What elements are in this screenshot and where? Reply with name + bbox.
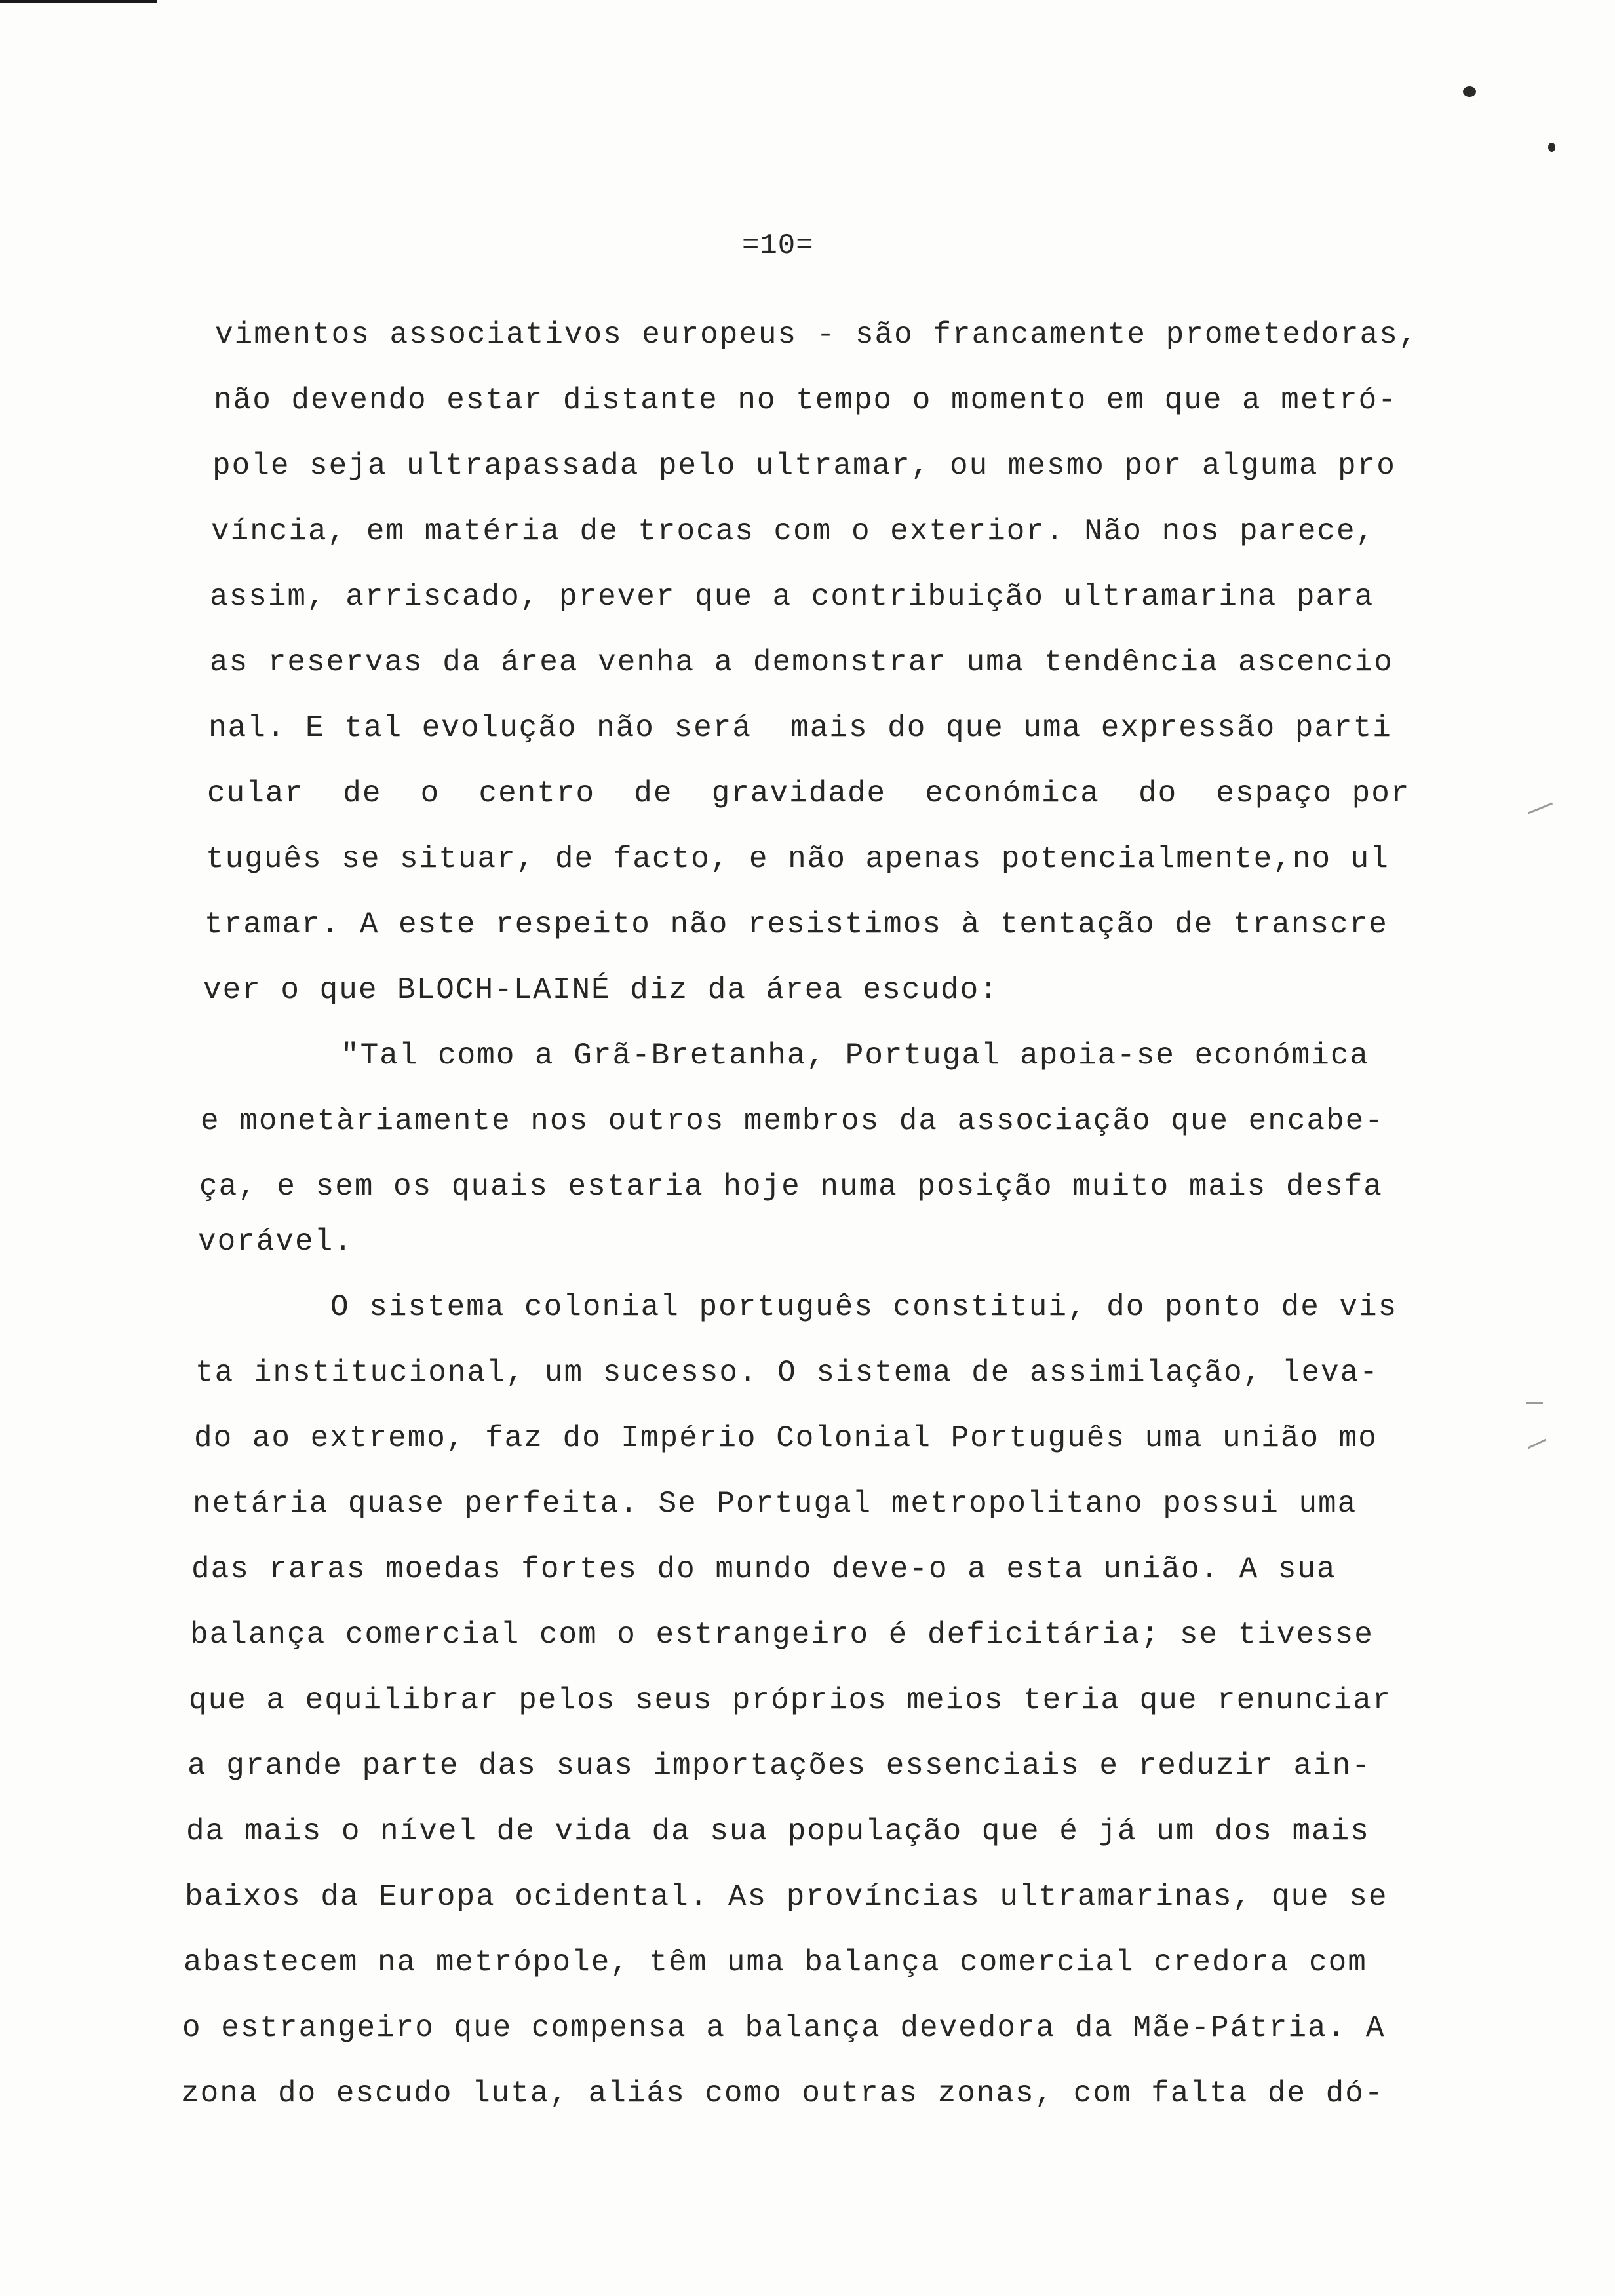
text-line: ta institucional, um sucesso. O sistema de assimilação, leva-	[195, 1356, 1379, 1390]
text-line: do ao extremo, faz do Império Colonial Português uma união mo	[194, 1421, 1378, 1455]
quote-line: ça, e sem os quais estaria hoje numa posição muito mais desfa	[199, 1170, 1383, 1204]
page-number: =10=	[742, 229, 814, 262]
text-line: tramar. A este respeito não resistimos à tentação de transcre	[204, 908, 1388, 942]
text-line: que a equilibrar pelos seus próprios meios teria que renunciar	[189, 1683, 1392, 1717]
text-line: zona do escudo luta, aliás como outras zonas, com falta de dó-	[181, 2076, 1384, 2111]
text-line: assim, arriscado, prever que a contribuição ultramarina para	[210, 580, 1374, 614]
margin-speck	[1526, 1402, 1543, 1404]
text-line: não devendo estar distante no tempo o momento em que a metró-	[214, 383, 1397, 417]
text-line: O sistema colonial português constitui, do ponto de vis	[330, 1290, 1398, 1324]
text-line: o estrangeiro que compensa a balança devedora da Mãe-Pátria. A	[182, 2011, 1386, 2045]
text-line: a grande parte das suas importações essenciais e reduzir ain-	[187, 1749, 1371, 1783]
text-line: vimentos associativos europeus - são francamente prometedoras,	[215, 318, 1418, 352]
text-line: balança comercial com o estrangeiro é deficitária; se tivesse	[190, 1618, 1374, 1652]
margin-speck	[1528, 1439, 1546, 1449]
text-line: baixos da Europa ocidental. As províncias ultramarinas, que se	[185, 1880, 1388, 1914]
text-line: cular de o centro de gravidade económica do espaço por	[207, 776, 1411, 811]
text-line: da mais o nível de vida da sua população que é já um dos mais	[186, 1814, 1370, 1848]
text-line: tuguês se situar, de facto, e não apenas potencialmente,no ul	[206, 842, 1390, 876]
text-line: nal. E tal evolução não será mais do que uma expressão parti	[208, 711, 1392, 745]
quote-line: vorável.	[198, 1225, 353, 1259]
text-line: as reservas da área venha a demonstrar uma tendência ascencio	[210, 645, 1393, 679]
text-line: netária quase perfeita. Se Portugal metropolitano possui uma	[193, 1487, 1357, 1521]
text-line: das raras moedas fortes do mundo deve-o a esta união. A sua	[191, 1552, 1336, 1586]
ink-dot	[1548, 143, 1555, 152]
text-line: pole seja ultrapassada pelo ultramar, ou mesmo por alguma pro	[212, 449, 1396, 483]
scan-edge-mark	[0, 0, 157, 3]
ink-dot	[1463, 86, 1476, 97]
quote-line: e monetàriamente nos outros membros da associação que encabe-	[201, 1104, 1384, 1138]
quote-line: "Tal como a Grã-Bretanha, Portugal apoia-se económica	[341, 1039, 1370, 1073]
margin-speck	[1528, 803, 1553, 814]
text-line: ver o que BLOCH-LAINÉ diz da área escudo:	[203, 973, 999, 1007]
text-line: víncia, em matéria de trocas com o exterior. Não nos parece,	[211, 514, 1376, 548]
text-line: abastecem na metrópole, têm uma balança comercial credora com	[184, 1945, 1367, 1980]
